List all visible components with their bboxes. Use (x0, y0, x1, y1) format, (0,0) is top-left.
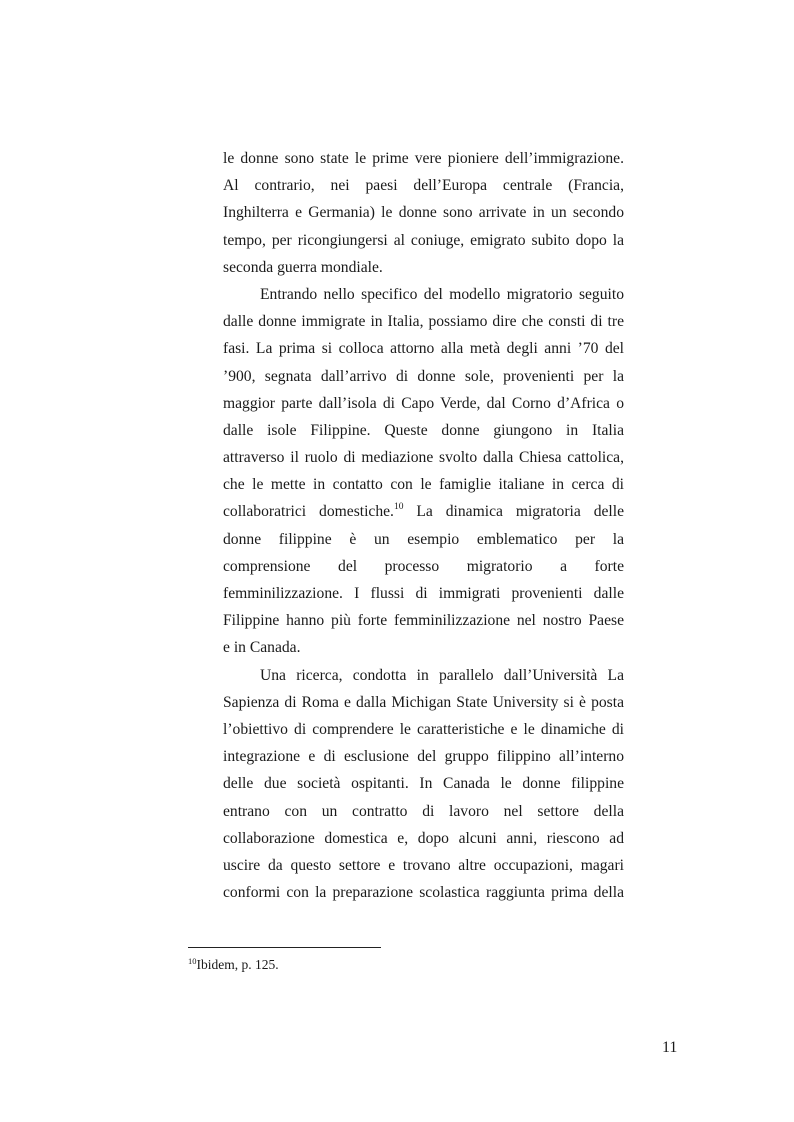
text-line: Filippine hanno più forte femminilizzazione nel nostro Paese (223, 612, 624, 630)
text-line: comprensione del processo migratorio a forte (223, 557, 624, 575)
footnote (188, 956, 279, 974)
text-line: l’obiettivo di comprendere le caratteristiche e le dinamiche di (223, 720, 624, 738)
text-line: entrano con un contratto di lavoro nel settore della (223, 802, 624, 820)
line-text: La dinamica migratoria delle (403, 503, 625, 521)
footnote-separator (188, 947, 381, 948)
footnote-text: Ibidem, p. 125. (196, 957, 279, 972)
text-line: dalle donne immigrate in Italia, possiamo dire che consti di tre (223, 313, 624, 331)
text-line: le donne sono state le prime vere pioniere dell’immigrazione. (223, 150, 624, 167)
text-line: dalle isole Filippine. Queste donne giungono in Italia (223, 421, 624, 439)
text-line: Una ricerca, condotta in parallelo dall’Università La (260, 666, 624, 684)
text-line: e in Canada. (223, 639, 301, 657)
text-line: donne filippine è un esempio emblematico per la (223, 530, 624, 548)
text-line: seconda guerra mondiale. (223, 258, 383, 276)
text-line: uscire da questo settore e trovano altre occupazioni, magari (223, 856, 624, 874)
body-text (223, 145, 624, 906)
text-line: integrazione e di esclusione del gruppo filippino all’interno (223, 748, 624, 766)
text-line: fasi. La prima si colloca attorno alla metà degli anni ’70 del (223, 340, 624, 358)
text-line: attraverso il ruolo di mediazione svolto dalla Chiesa cattolica, (223, 449, 624, 467)
text-line: maggior parte dall’isola di Capo Verde, dal Corno d’Africa o (223, 394, 624, 412)
text-line: Sapienza di Roma e dalla Michigan State University si è posta (223, 693, 624, 711)
text-line: collaborazione domestica e, dopo alcuni anni, riescono ad (223, 829, 624, 847)
text-line: ’900, segnata dall’arrivo di donne sole, provenienti per la (223, 367, 624, 385)
text-line: tempo, per ricongiungersi al coniuge, emigrato subito dopo la (223, 231, 624, 249)
text-line (223, 498, 624, 525)
text-line: conformi con la preparazione scolastica raggiunta prima della (223, 884, 624, 902)
text-line: delle due società ospitanti. In Canada le donne filippine (223, 775, 624, 793)
footnote-number: 10 (188, 956, 197, 966)
line-text: collaboratrici domestiche. (223, 503, 394, 521)
text-line: Entrando nello specifico del modello migratorio seguito (260, 285, 624, 303)
text-line: Al contrario, nei paesi dell’Europa centrale (Francia, (223, 177, 624, 195)
text-line: che le mette in contatto con le famiglie italiane in cerca di (223, 476, 624, 494)
text-line: Inghilterra e Germania) le donne sono arrivate in un secondo (223, 204, 624, 222)
page-number: 11 (662, 1039, 678, 1056)
footnote-reference[interactable]: 10 (393, 502, 404, 513)
text-line: femminilizzazione. I flussi di immigrati provenienti dalle (223, 585, 624, 602)
